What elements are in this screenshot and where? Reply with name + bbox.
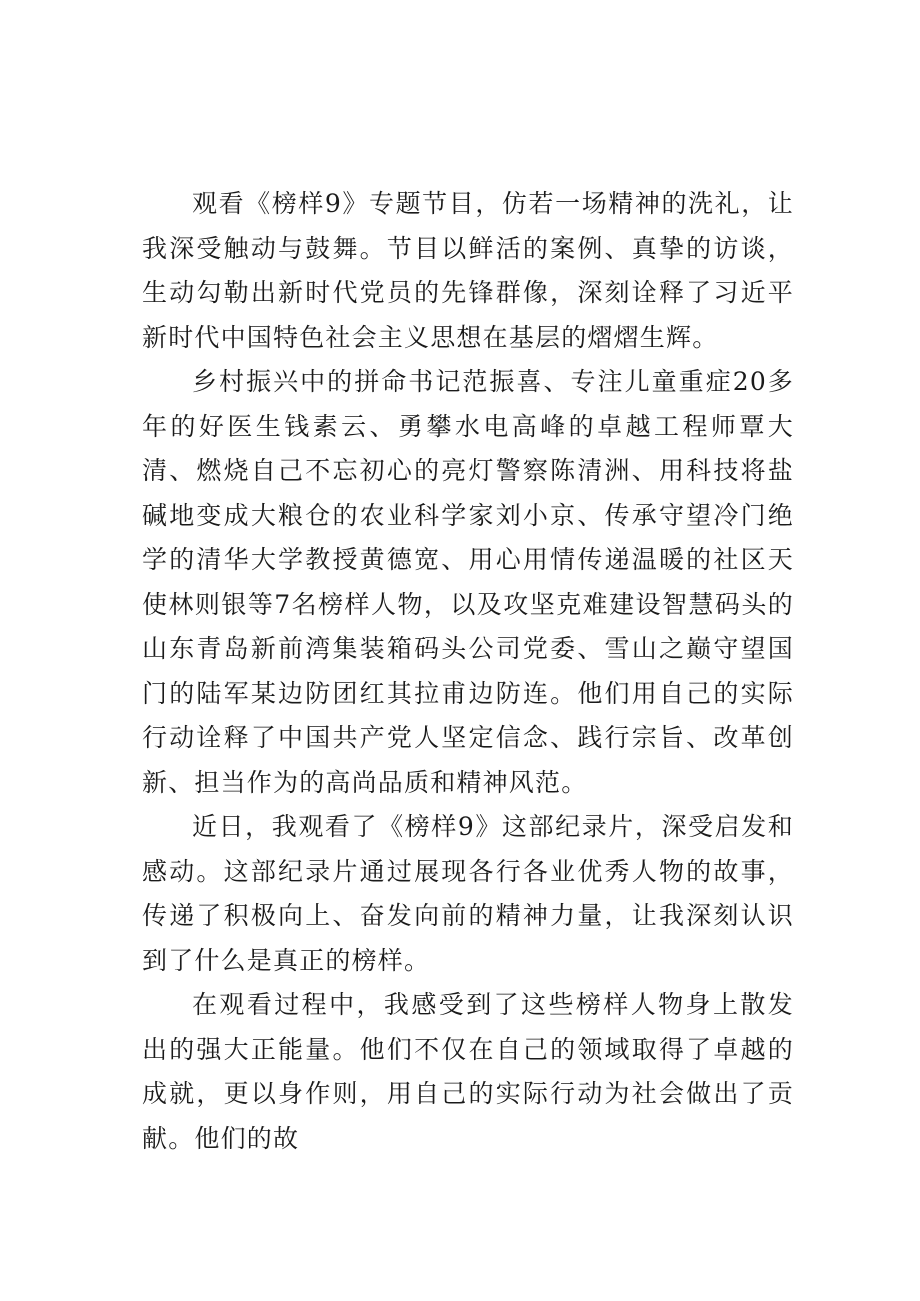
paragraph-3: 近日，我观看了《榜样9》这部纪录片，深受启发和感动。这部纪录片通过展现各行各业优秀人物的故事，传递了积极向上、奋发向前的精神力量，让我深刻认识到了什么是真正的榜样。 — [142, 812, 794, 975]
paragraph-1: 观看《榜样9》专题节目，仿若一场精神的洗礼，让我深受触动与鼓舞。节目以鲜活的案例、真挚的访谈，生动勾勒出新时代党员的先锋群像，深刻诠释了习近平新时代中国特色社会主义思想在基层的熠熠生辉。 — [142, 189, 794, 352]
paragraph-2: 乡村振兴中的拼命书记范振喜、专注儿童重症20多年的好医生钱素云、勇攀水电高峰的卓越工程师覃大清、燃烧自己不忘初心的亮灯警察陈清洲、用科技将盐碱地变成大粮仓的农业科学家刘小京、传承守望冷门绝学的清华大学教授黄德宽、用心用情传递温暖的社区天使林则银等7名榜样人物，以及攻坚克难建设智慧码头的山东青岛新前湾集装箱码头公司党委、雪山之巅守望国门的陆军某边防团红其拉甫边防连。他们用自己的实际行动诠释了中国共产党人坚定信念、践行宗旨、改革创新、担当作为的高尚品质和精神风范。 — [142, 367, 794, 797]
document-body — [142, 182, 794, 1161]
paragraph-4: 在观看过程中，我感受到了这些榜样人物身上散发出的强大正能量。他们不仅在自己的领域取得了卓越的成就，更以身作则，用自己的实际行动为社会做出了贡献。他们的故 — [142, 990, 794, 1153]
